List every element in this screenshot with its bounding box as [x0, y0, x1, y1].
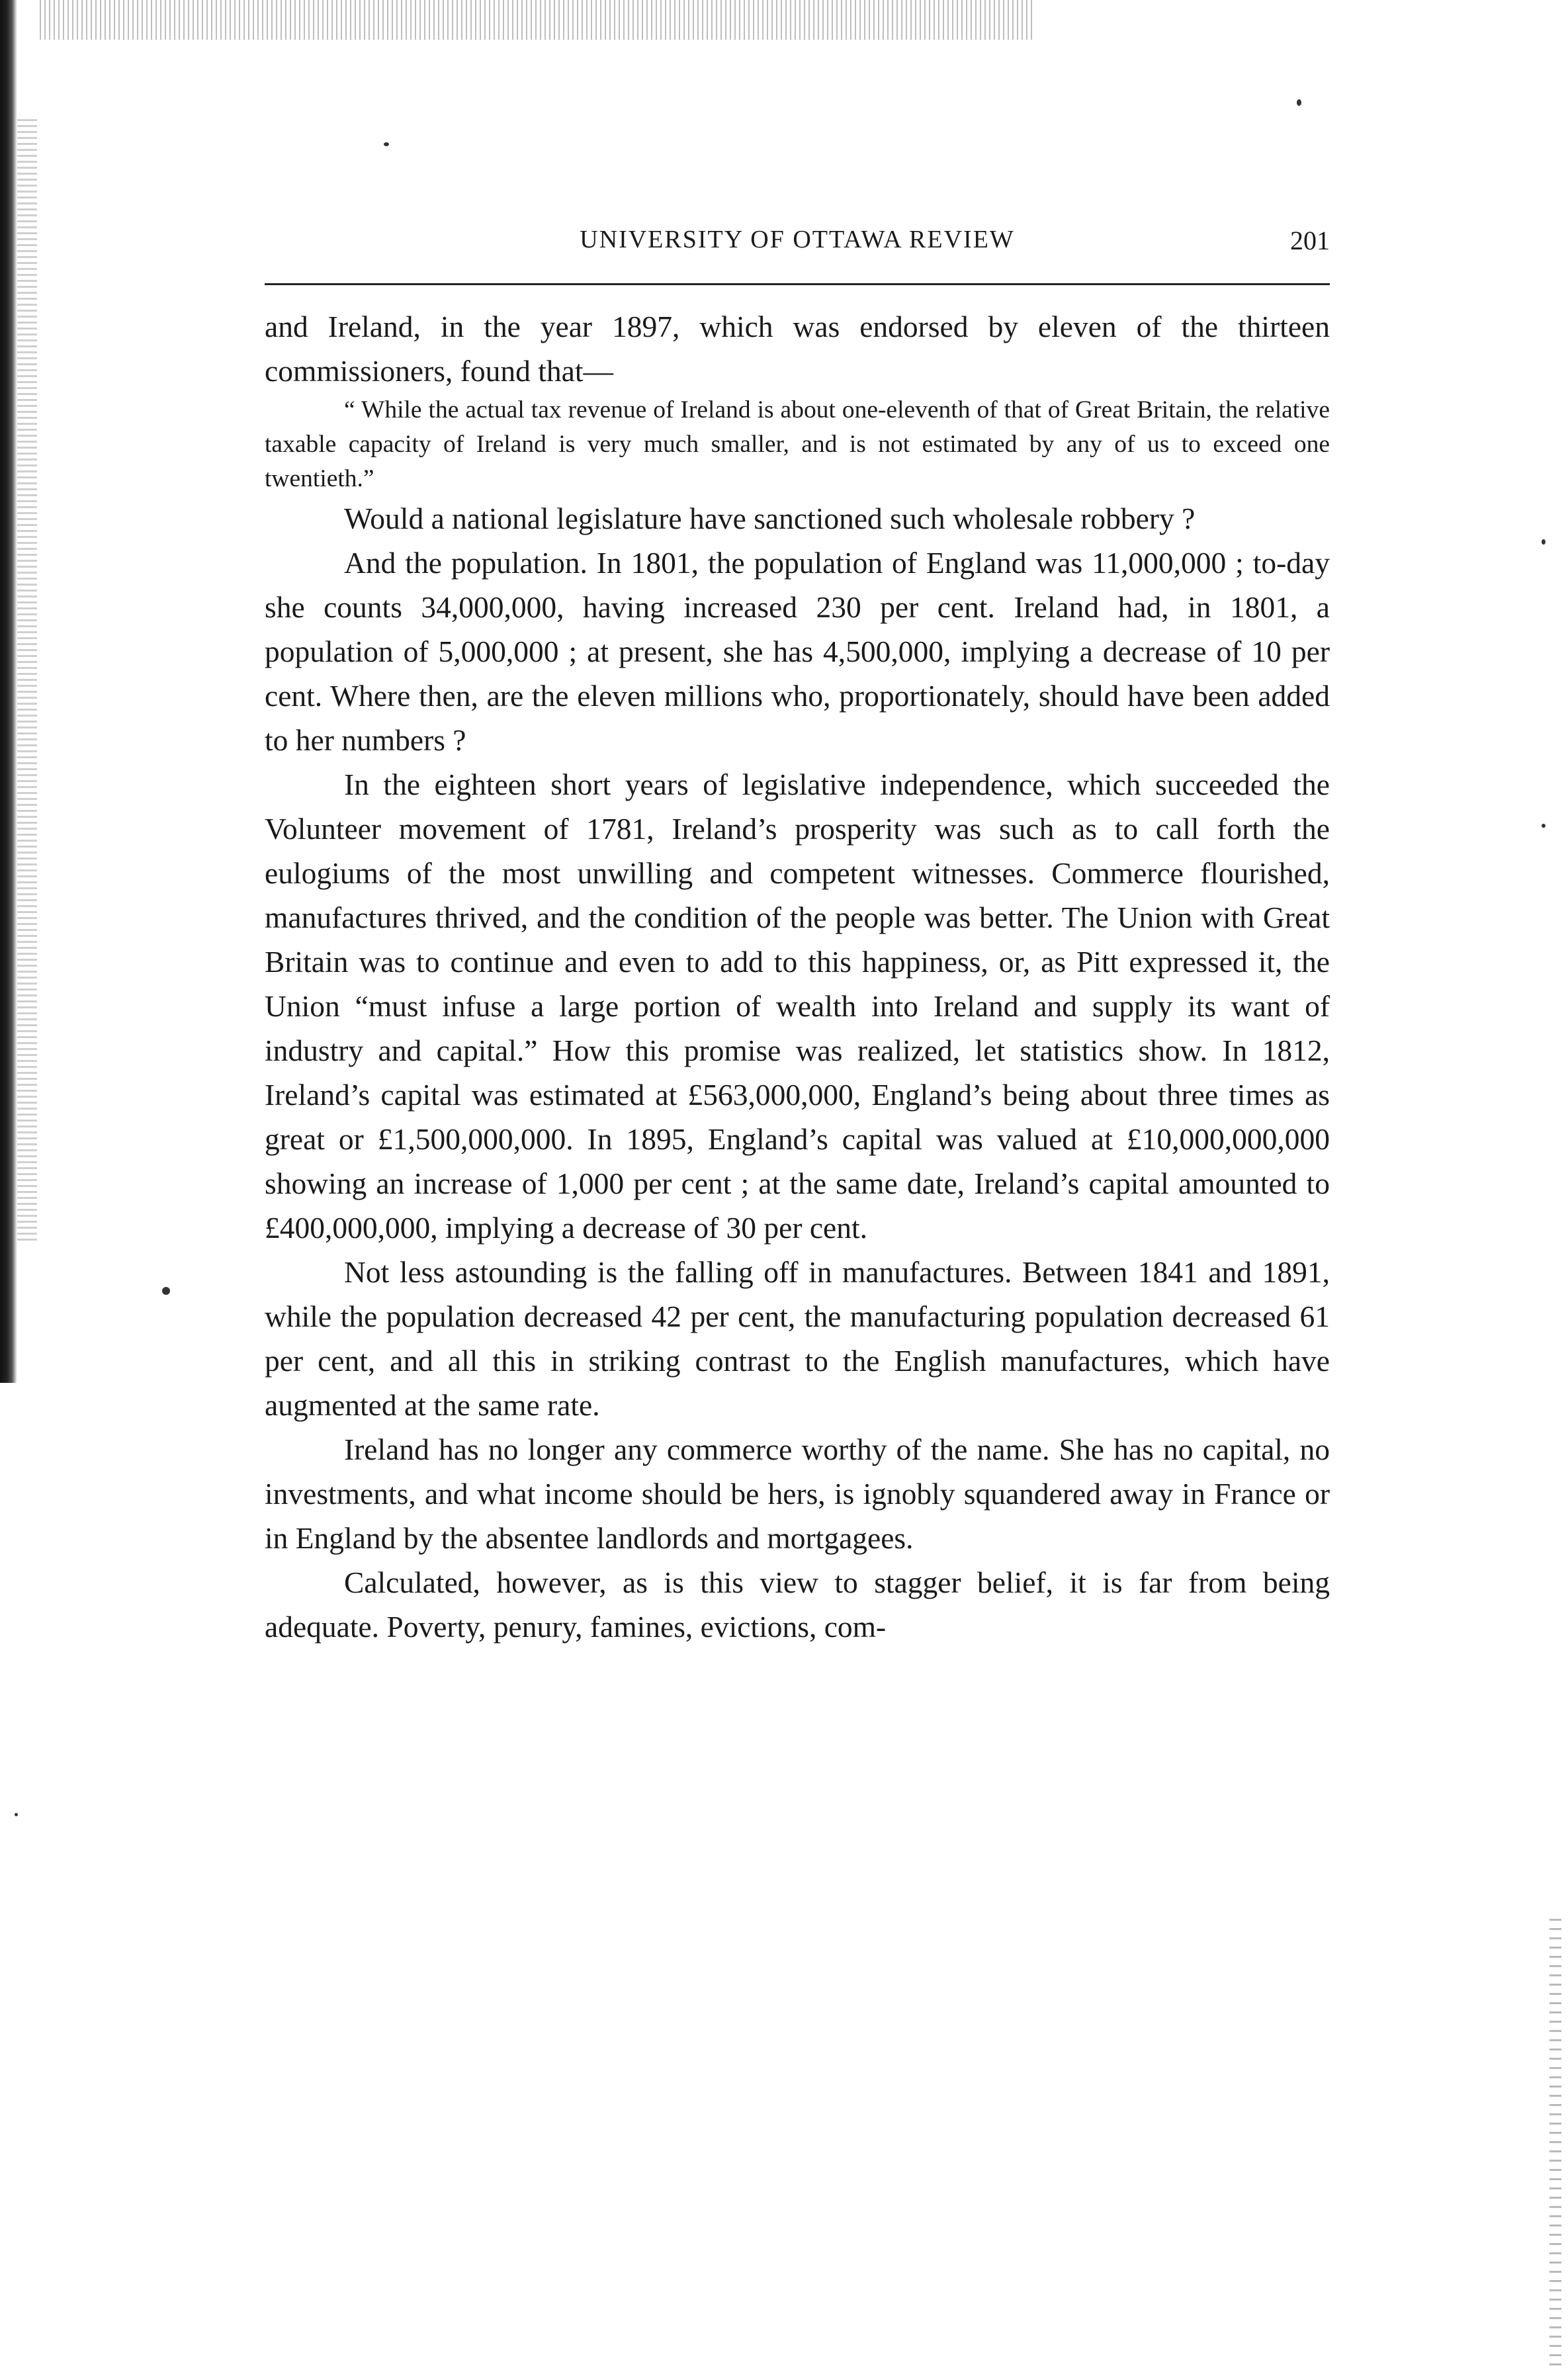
scan-noise-top	[40, 0, 1032, 40]
block-quote: “ While the actual tax revenue of Ireland is about one-eleventh of that of Great Britain, the relative taxable capacity of Ireland is very much smaller, and is not estimated by any of us to exceed one twentieth.”	[265, 396, 1330, 492]
scan-speck	[1542, 824, 1546, 828]
paragraph: In the eighteen short years of legislative independence, which succeeded the Volunteer movement of 1781, Ireland’s prosperity was such as to call forth the eulogiums of the most unwilling and competent witnesses. Commerce flourished, manufactures thrived, and the condition of the people was better. The Union with Great Britain was to continue and even to add to this happiness, or, as Pitt expressed it, the Union “must infuse a large portion of wealth into Ireland and supply its want of industry and capital.” How this promise was realized, let statistics show. In 1812, Ireland’s capital was estimated at £563,000,000, England’s being about three times as great or £1,500,000,000. In 1895, England’s capital was valued at £10,000,000,000 showing an increase of 1,000 per cent ; at the same date, Ireland’s capital amounted to £400,000,000, implying a decrease of 30 per cent.	[265, 768, 1330, 1245]
paragraph: Calculated, however, as is this view to stagger belief, it is far from being adequate. Poverty, penury, famines, evictions, com-	[265, 1565, 1330, 1644]
page-number: 201	[1290, 226, 1330, 255]
scan-noise-right	[1549, 1919, 1561, 2369]
scan-speck	[1297, 99, 1301, 106]
paragraph: and Ireland, in the year 1897, which was endorsed by eleven of the thirteen commissioners, found that—	[265, 310, 1330, 388]
paragraph: Not less astounding is the falling off in manufactures. Between 1841 and 1891, while the population decreased 42 per cent, the manufacturing population decreased 61 per cent, and all this in striking contrast to the English manufactures, which have augmented at the same rate.	[265, 1255, 1330, 1422]
page-header	[265, 218, 1330, 271]
scan-speck	[1542, 539, 1546, 545]
binding-shadow	[0, 0, 17, 1383]
paragraph: Ireland has no longer any commerce worthy of the name. She has no capital, no investments, and what income should be hers, is ignobly squandered away in France or in England by the absentee landlords and mortgagees.	[265, 1432, 1330, 1555]
scan-speck	[15, 1813, 18, 1816]
scan-speck	[162, 1287, 170, 1295]
article-body	[265, 304, 1330, 1649]
scan-speck	[384, 142, 389, 146]
paragraph: And the population. In 1801, the population of England was 11,000,000 ; to-day she counts 34,000,000, having increased 230 per cent. Ireland had, in 1801, a population of 5,000,000 ; at present, she has 4,500,000, implying a decrease of 10 per cent. Where then, are the eleven millions who, proportionately, should have been added to her numbers ?	[265, 546, 1330, 757]
header-rule	[265, 283, 1330, 285]
running-title: UNIVERSITY OF OTTAWA REVIEW	[580, 226, 1015, 253]
binding-noise	[17, 119, 37, 1244]
paragraph: Would a national legislature have sanctioned such wholesale robbery ?	[344, 502, 1196, 535]
